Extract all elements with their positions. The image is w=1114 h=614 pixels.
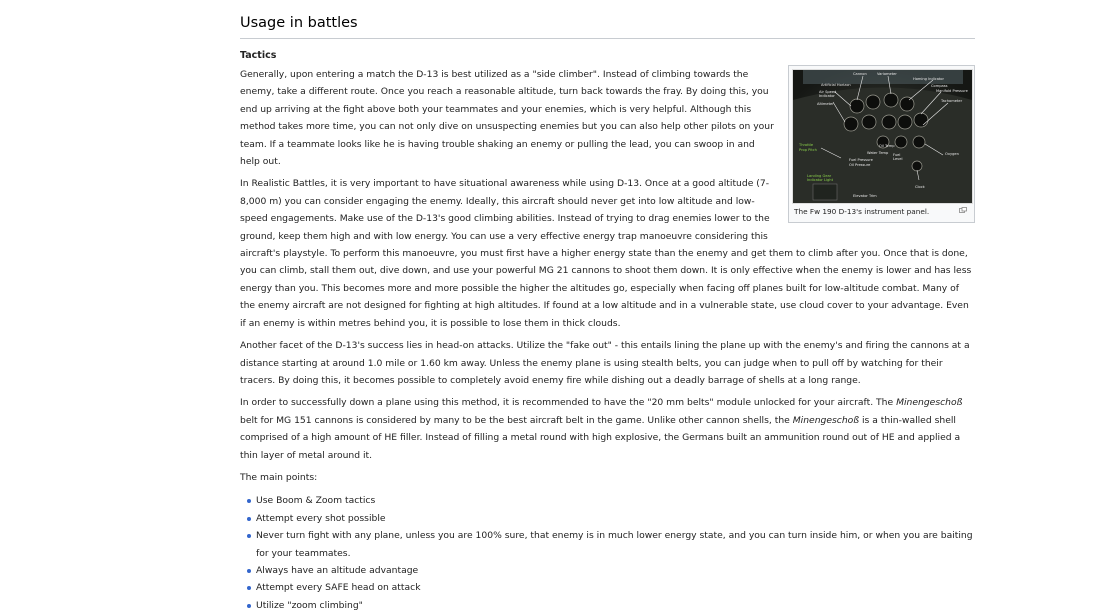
svg-text:Throttle: Throttle [799, 143, 814, 147]
svg-text:Homing Indicator: Homing Indicator [913, 77, 944, 81]
svg-text:Variometer: Variometer [877, 72, 897, 76]
list-item: Attempt every SAFE head on attack [256, 579, 975, 596]
svg-text:Fuel: Fuel [893, 153, 901, 157]
figure-caption: The Fw 190 D-13's instrument panel. [792, 204, 971, 219]
svg-text:Water Temp: Water Temp [867, 151, 889, 155]
paragraph-main-points-intro: The main points: [240, 471, 318, 483]
svg-text:Elevator Trim: Elevator Trim [853, 194, 877, 198]
svg-text:Fuel Pressure: Fuel Pressure [849, 158, 873, 162]
svg-text:Manifold Pressure: Manifold Pressure [936, 89, 968, 93]
svg-text:Tachometer: Tachometer [941, 99, 963, 103]
section-heading: Usage in battles [240, 15, 975, 39]
paragraph-ammo-belts: In order to successfully down a plane using this method, it is recommended to have the "20 mm belts" module unlocked for your aircraft. The Minengeschoß belt for MG 151 cannons is considered by many to be the best aircraft belt in the game. Unlike other cannon shells, the Minengeschoß is a thin-walled shell comprised of a high amount of HE filler. Instead of filling a metal round with high explosive, the Germans built an ammunition round out of HE and applied a thin layer of metal around it. [240, 397, 963, 461]
svg-text:Compass: Compass [931, 84, 948, 88]
svg-text:Clock: Clock [915, 185, 925, 189]
svg-text:Air Speed: Air Speed [819, 90, 837, 94]
svg-text:Cannon: Cannon [853, 72, 867, 76]
subsection-heading: Tactics [240, 50, 277, 61]
svg-text:Landing Gear: Landing Gear [807, 174, 832, 178]
paragraph-head-on-attacks: Another facet of the D-13's success lies in head-on attacks. Utilize the "fake out" - this entails lining the plane up with the enemy's and firing the cannons at a distance starting at around 1.0 mile or 1.60 km away. Unless the enemy plane is using stealth belts, you can judge when to pull off by watching for their tracers. By doing this, it becomes possible to completely avoid enemy fire while dishing out a deadly barrage of shells at a long range. [240, 340, 970, 386]
list-item: Always have an altitude advantage [256, 562, 975, 579]
list-item: Never turn fight with any plane, unless you are 100% sure, that enemy is in much lower energy state, and you can turn inside him, or when you are baiting for your teammates. [256, 527, 975, 562]
figure-thumbnail[interactable] [788, 65, 975, 223]
enlarge-icon[interactable] [959, 207, 967, 213]
main-points-list [256, 492, 975, 614]
paragraph-realistic-battles: In Realistic Battles, it is very important to have situational awareness while using D-13. Once at a good altitude (7-8,000 m) you can consider engaging the enemy. Ideally, this aircraft should never get into low altitude and low-speed engagements. Make use of the D-13's good climbing abilities. Instead of trying to drag enemies lower to the ground, keep them high and with low energy. You can use a very effective energy trap manoeuvre considering this aircraft's playstyle. To perform this manoeuvre, you must first have a higher energy state than the enemy and get them to climb after you. Once that is done, you can climb, stall them out, dive down, and use your powerful MG 21 cannons to shoot them down. It is only effective when the enemy is lower and has less energy than you. This becomes more and more possible the higher the altitudes go, especially when facing off planes built for low-altitude combat. Many of the enemy aircraft are not designed for fighting at high altitudes. If found at a low altitude and in a vulnerable state, use cloud cover to your advantage. Even if an enemy is within metres behind you, it is possible to lose them in thick clouds. [240, 178, 972, 329]
instrument-panel-image[interactable] [792, 69, 973, 204]
svg-text:Indicator Light: Indicator Light [807, 178, 833, 182]
list-item: Use Boom & Zoom tactics [256, 492, 975, 509]
svg-text:Oxygen: Oxygen [945, 152, 959, 156]
svg-text:Prop Pitch: Prop Pitch [799, 148, 817, 152]
svg-text:Oil Temp: Oil Temp [879, 144, 895, 148]
svg-text:Oil Pressure: Oil Pressure [849, 163, 871, 167]
cockpit-illustration [793, 70, 972, 203]
article-content [240, 0, 975, 614]
svg-text:Altimeter: Altimeter [817, 102, 834, 106]
svg-text:Artificial Horizon: Artificial Horizon [821, 83, 851, 87]
svg-text:Indicator: Indicator [819, 94, 835, 98]
list-item: Utilize "zoom climbing" [256, 597, 975, 614]
list-item: Attempt every shot possible [256, 510, 975, 527]
svg-text:Level: Level [893, 157, 903, 161]
paragraph-side-climber: Generally, upon entering a match the D-13 is best utilized as a "side climber". Instead of climbing towards the enemy, take a different route. Once you reach a reasonable altitude, turn back towards the fray. By doing this, you end up arriving at the fight above both your teammates and your enemies, which is very helpful. Although this method takes more time, you can not only dive on unsuspecting enemies but you can also help other pilots on your team. If a teammate looks like he is having trouble shaking an enemy or pulling the lead, you can swoop in and help out. [240, 69, 774, 168]
